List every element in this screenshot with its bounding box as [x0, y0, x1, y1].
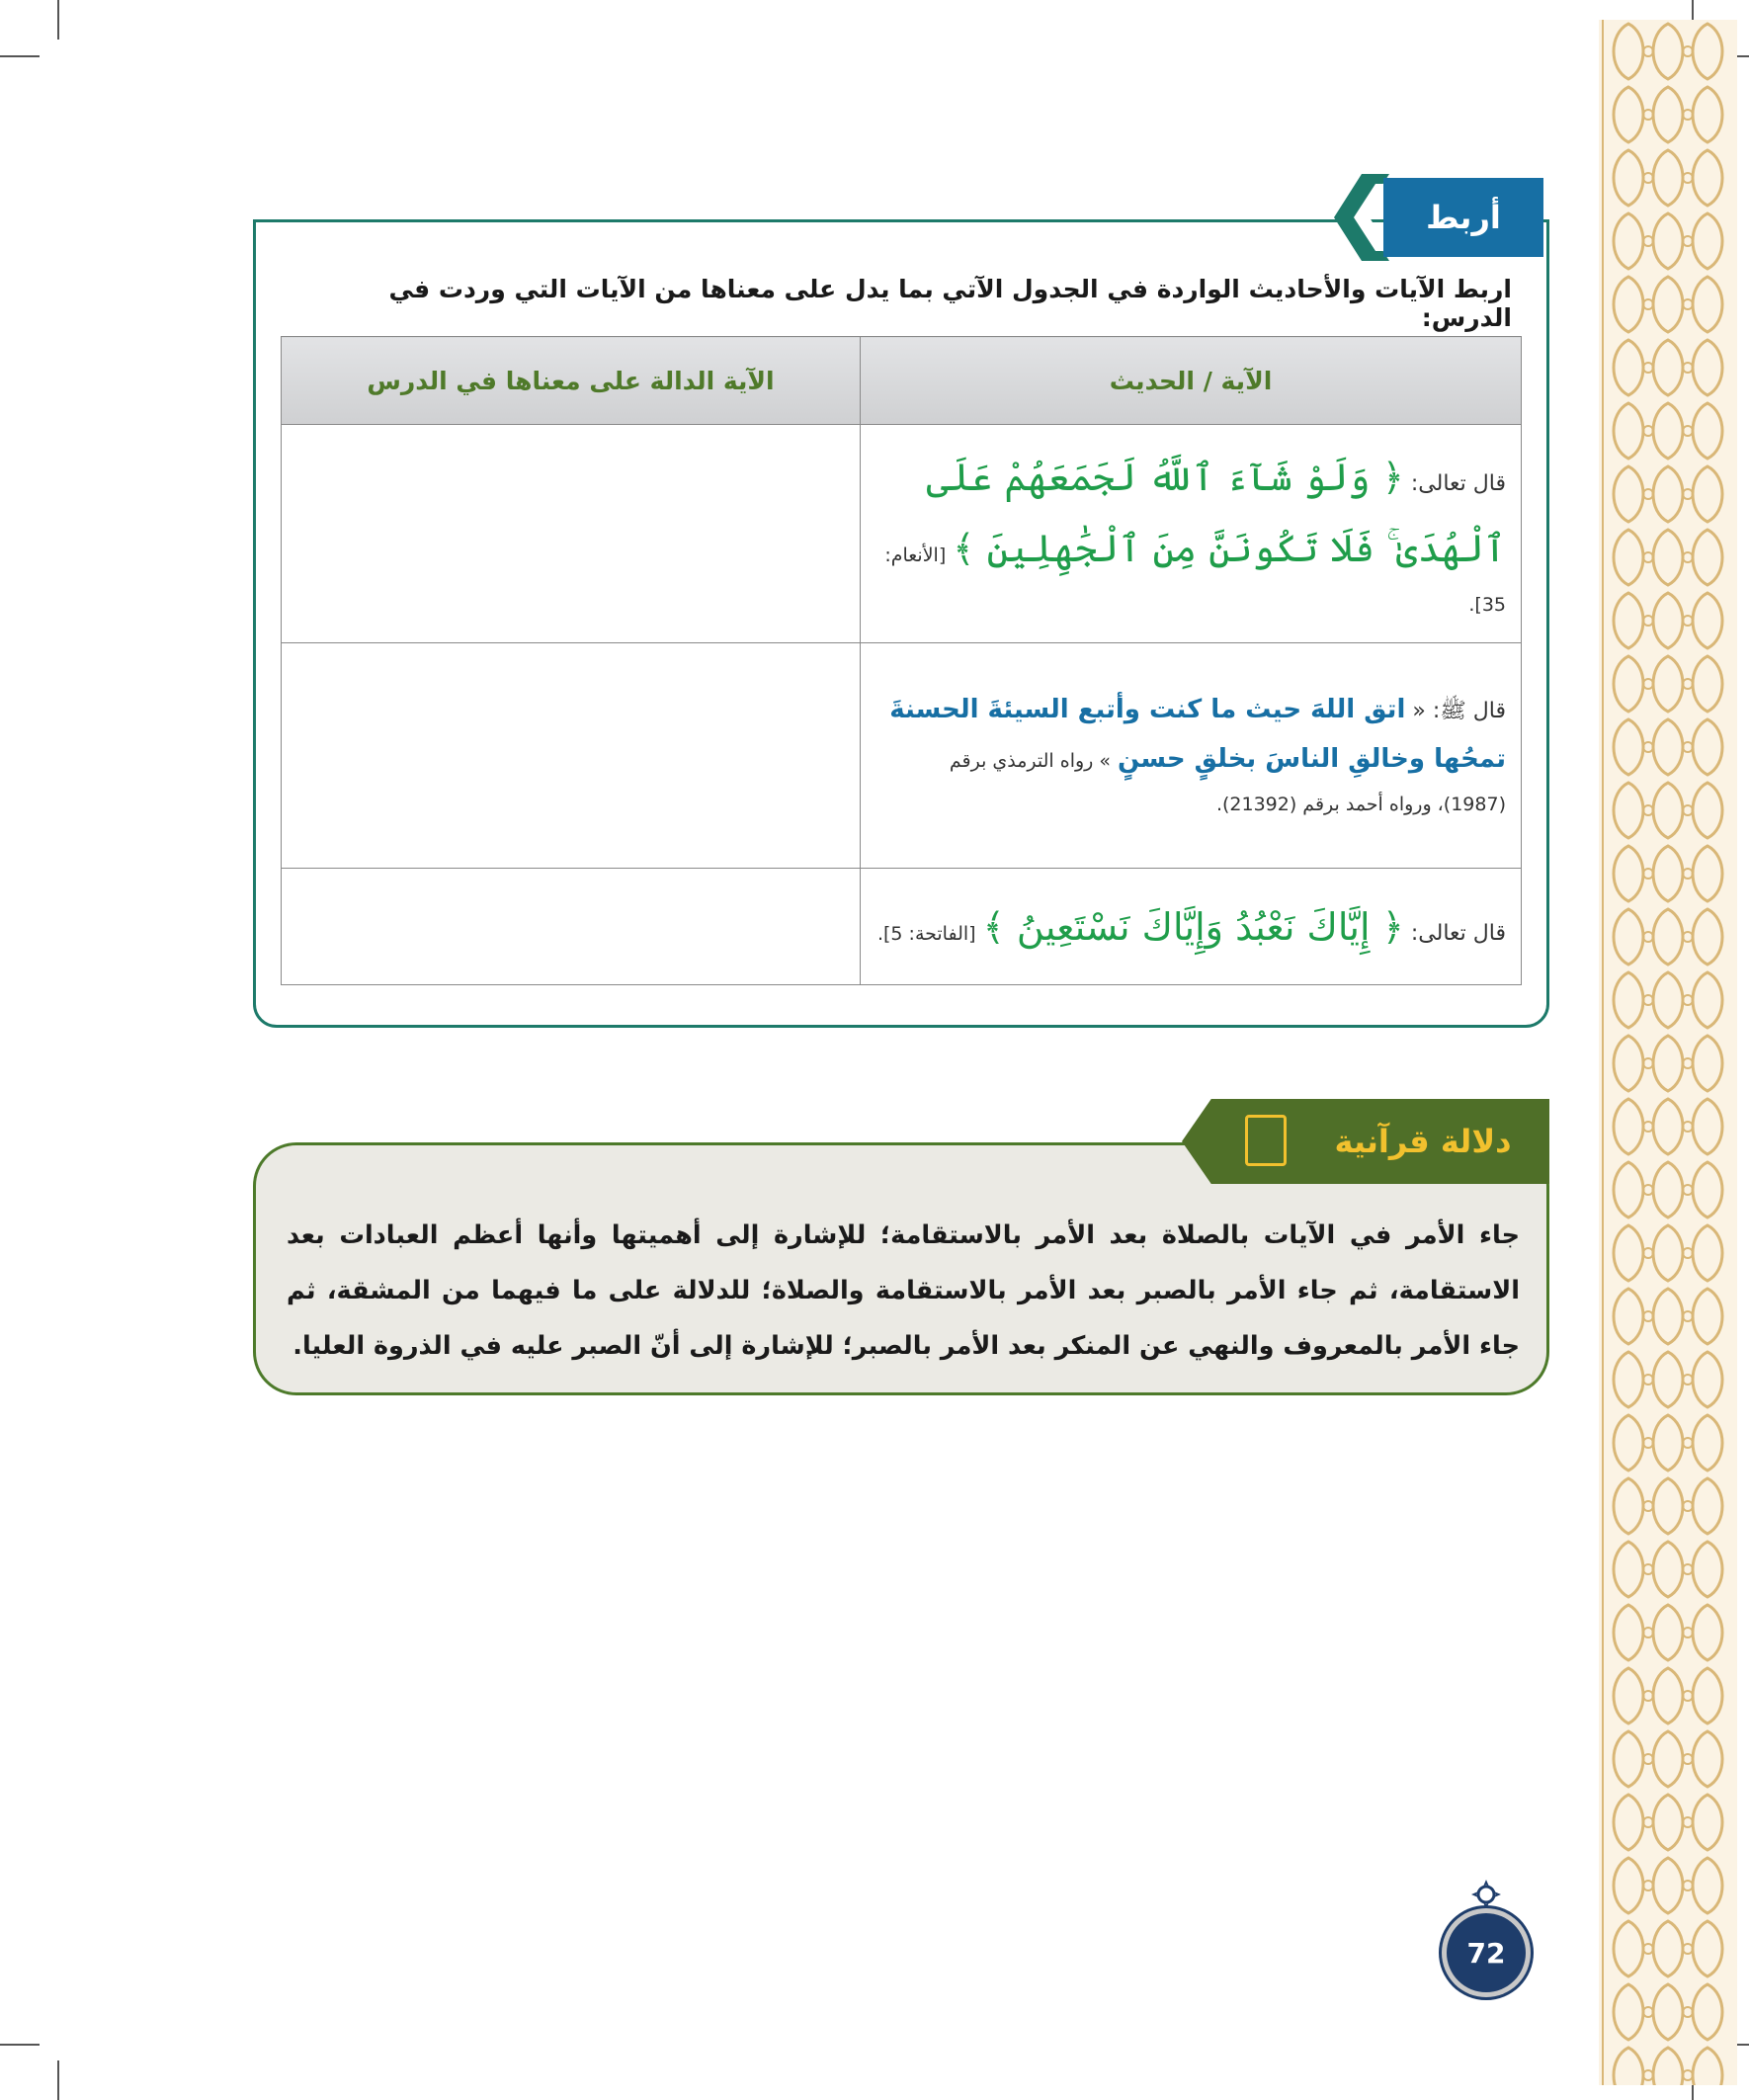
source-cell: [861, 869, 1522, 985]
rabt-tab: أربط: [1383, 178, 1543, 257]
answer-cell[interactable]: [282, 643, 861, 869]
table-row: [282, 425, 1522, 643]
source-cell: [861, 425, 1522, 643]
crop-mark: [0, 2044, 40, 2046]
answer-cell[interactable]: [282, 425, 861, 643]
reference-text: [الأنعام: 35].: [884, 545, 1506, 617]
page-number: 72: [1447, 1913, 1526, 1992]
decorative-border: [1599, 20, 1737, 2085]
column-header-source: الآية / الحديث: [861, 337, 1522, 425]
instruction-text: اربط الآيات والأحاديث الواردة في الجدول الآتي بما يدل على معناها من الآيات التي وردت في الدرس:: [388, 275, 1512, 332]
column-header-meaning: الآية الدالة على معناها في الدرس: [282, 337, 861, 425]
hadith-text: اتق اللهَ حيث ما كنت وأتبع السيئةَ الحسنةَ تمحُها وخالقِ الناسَ بخلقٍ حسنٍ: [889, 695, 1506, 774]
crop-mark: [57, 0, 59, 40]
chevron-left-icon: [1332, 174, 1391, 261]
reference-text: » رواه الترمذي برقم (1987)، ورواه أحمد برقم (21392).: [949, 749, 1506, 816]
source-cell: [861, 643, 1522, 869]
ornament-icon: [1468, 1878, 1504, 1911]
table-row: [282, 643, 1522, 869]
linking-table: [281, 336, 1522, 985]
intro-text: قال تعالى:: [1403, 471, 1506, 496]
crop-mark: [0, 55, 40, 57]
crop-mark: [57, 2060, 59, 2100]
verse-text: ﴿ إِيَّاكَ نَعْبُدُ وَإِيَّاكَ نَسْتَعِينُ ﴾: [982, 904, 1404, 949]
dalala-text: جاء الأمر في الآيات بالصلاة بعد الأمر بالاستقامة؛ للإشارة إلى أهميتها وأنها أعظم العبادات بعد الاستقامة، ثم جاء الأمر بالصبر بعد الأمر بالاستقامة والصلاة؛ للدلالة على ما فيهما من المشقة، ثم جاء الأمر بالمعروف والنهي عن المنكر بعد الأمر بالصبر؛ للإشارة إلى أنّ الصبر عليه في الذروة العليا.: [287, 1220, 1520, 1361]
dalala-title: دلالة قرآنية: [1334, 1123, 1512, 1160]
verse-text: ﴿ وَلَوْ شَآءَ ٱللَّهُ لَجَمَعَهُمْ عَلَى ٱلْهُدَىٰ ۚ فَلَا تَكُونَنَّ مِنَ ٱلْجَٰهِلِينَ ﴾: [926, 456, 1506, 571]
reference-text: [الفاتحة: 5].: [876, 922, 976, 945]
intro-text: قال ﷺ: «: [1412, 699, 1506, 724]
document-icon: [1245, 1115, 1287, 1166]
answer-cell[interactable]: [282, 869, 861, 985]
intro-text: قال تعالى:: [1403, 920, 1506, 946]
table-row: [282, 869, 1522, 985]
